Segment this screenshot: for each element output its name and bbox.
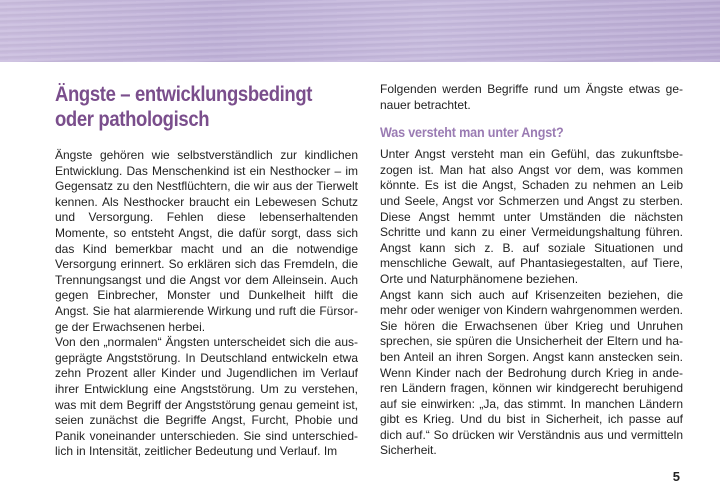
paragraph: Unter Angst versteht man ein Gefühl, das zukunftsbezogen ist. Man hat also Angst vor dem, was kommen könnte. Es ist die Angst, Schaden zu nehmen an Leib und Seele, Angst vor Schmerzen und Angst zu sterben. Diese Angst hemmt unter Umständen die nächsten Schritte und kann zu einer Vermeidungshaltung führen. Angst kann sich z. B. auf soziale Situationen und menschliche Gewalt, auf Phantasiegestalten, auf Tiere, Orte und Naturphänomene beziehen. bbox=[380, 147, 683, 286]
header-banner bbox=[0, 0, 720, 62]
section-heading: Ängste – entwicklungsbedingt oder pathologisch bbox=[55, 83, 313, 131]
left-body-text bbox=[55, 148, 358, 460]
page-number: 5 bbox=[672, 469, 680, 484]
right-body-text-2 bbox=[380, 147, 683, 459]
paragraph-continuation: Folgenden werden Begriffe rund um Ängste etwas genauer betrachtet. bbox=[380, 82, 683, 112]
paragraph: Von den „normalen“ Ängsten unterscheidet sich die ausgeprägte Angststörung. In Deutschland entwickeln etwa zehn Prozent aller Kinder und Jugendlichen im Verlauf ihrer Entwicklung eine Angststörung. Um zu verstehen, was mit dem Begriff der Angststörung genau gemeint ist, seien zunächst die Begriffe Angst, Furcht, Phobie und Panik voneinander unterschieden. Sie sind unterschiedlich in Intensität, zeitlicher Bedeutung und Verlauf. Im bbox=[55, 335, 358, 459]
paragraph: Ängste gehören wie selbstverständlich zur kindlichen Entwicklung. Das Menschenkind ist ein Nesthocker – im Gegensatz zu den Nestflüchtern, die wir aus der Tierwelt kennen. Als Nesthocker braucht ein Lebewesen Schutz und Versorgung. Fehlen diese lebenserhaltenden Momente, so entsteht Angst, die dafür sorgt, dass sich das Kind bemerkbar macht und an die notwendige Versorgung erinnert. So erklären sich das Fremdeln, die Trennungsangst und die Angst vor dem Alleinsein. Auch gegen Einbrecher, Monster und Dunkelheit hilft die Angst. Sie hat alarmierende Wirkung und ruft die Fürsorge der Erwachsenen herbei. bbox=[55, 148, 358, 334]
right-column bbox=[380, 82, 683, 459]
left-column bbox=[55, 82, 358, 460]
subheading: Was versteht man unter Angst? bbox=[380, 124, 564, 141]
right-body-text bbox=[380, 82, 683, 113]
paragraph: Angst kann sich auch auf Krisenzeiten beziehen, die mehr oder weniger von Kindern wahrgenommen werden. Sie hören die Erwachsenen über Krieg und Unruhen sprechen, sie spüren die Unsicherheit der Eltern und haben Anteil an ihren Sorgen. Angst kann anstecken sein. Wenn Kinder nach der Bedrohung durch Krieg in anderen Ländern fragen, können wir kindgerecht beruhigend auf sie einwirken: „Ja, das stimmt. In manchen Ländern gibt es Krieg. Und du bist in Sicherheit, ich passe auf dich auf.“ So drücken wir Verständnis aus und vermitteln Sicherheit. bbox=[380, 287, 683, 458]
